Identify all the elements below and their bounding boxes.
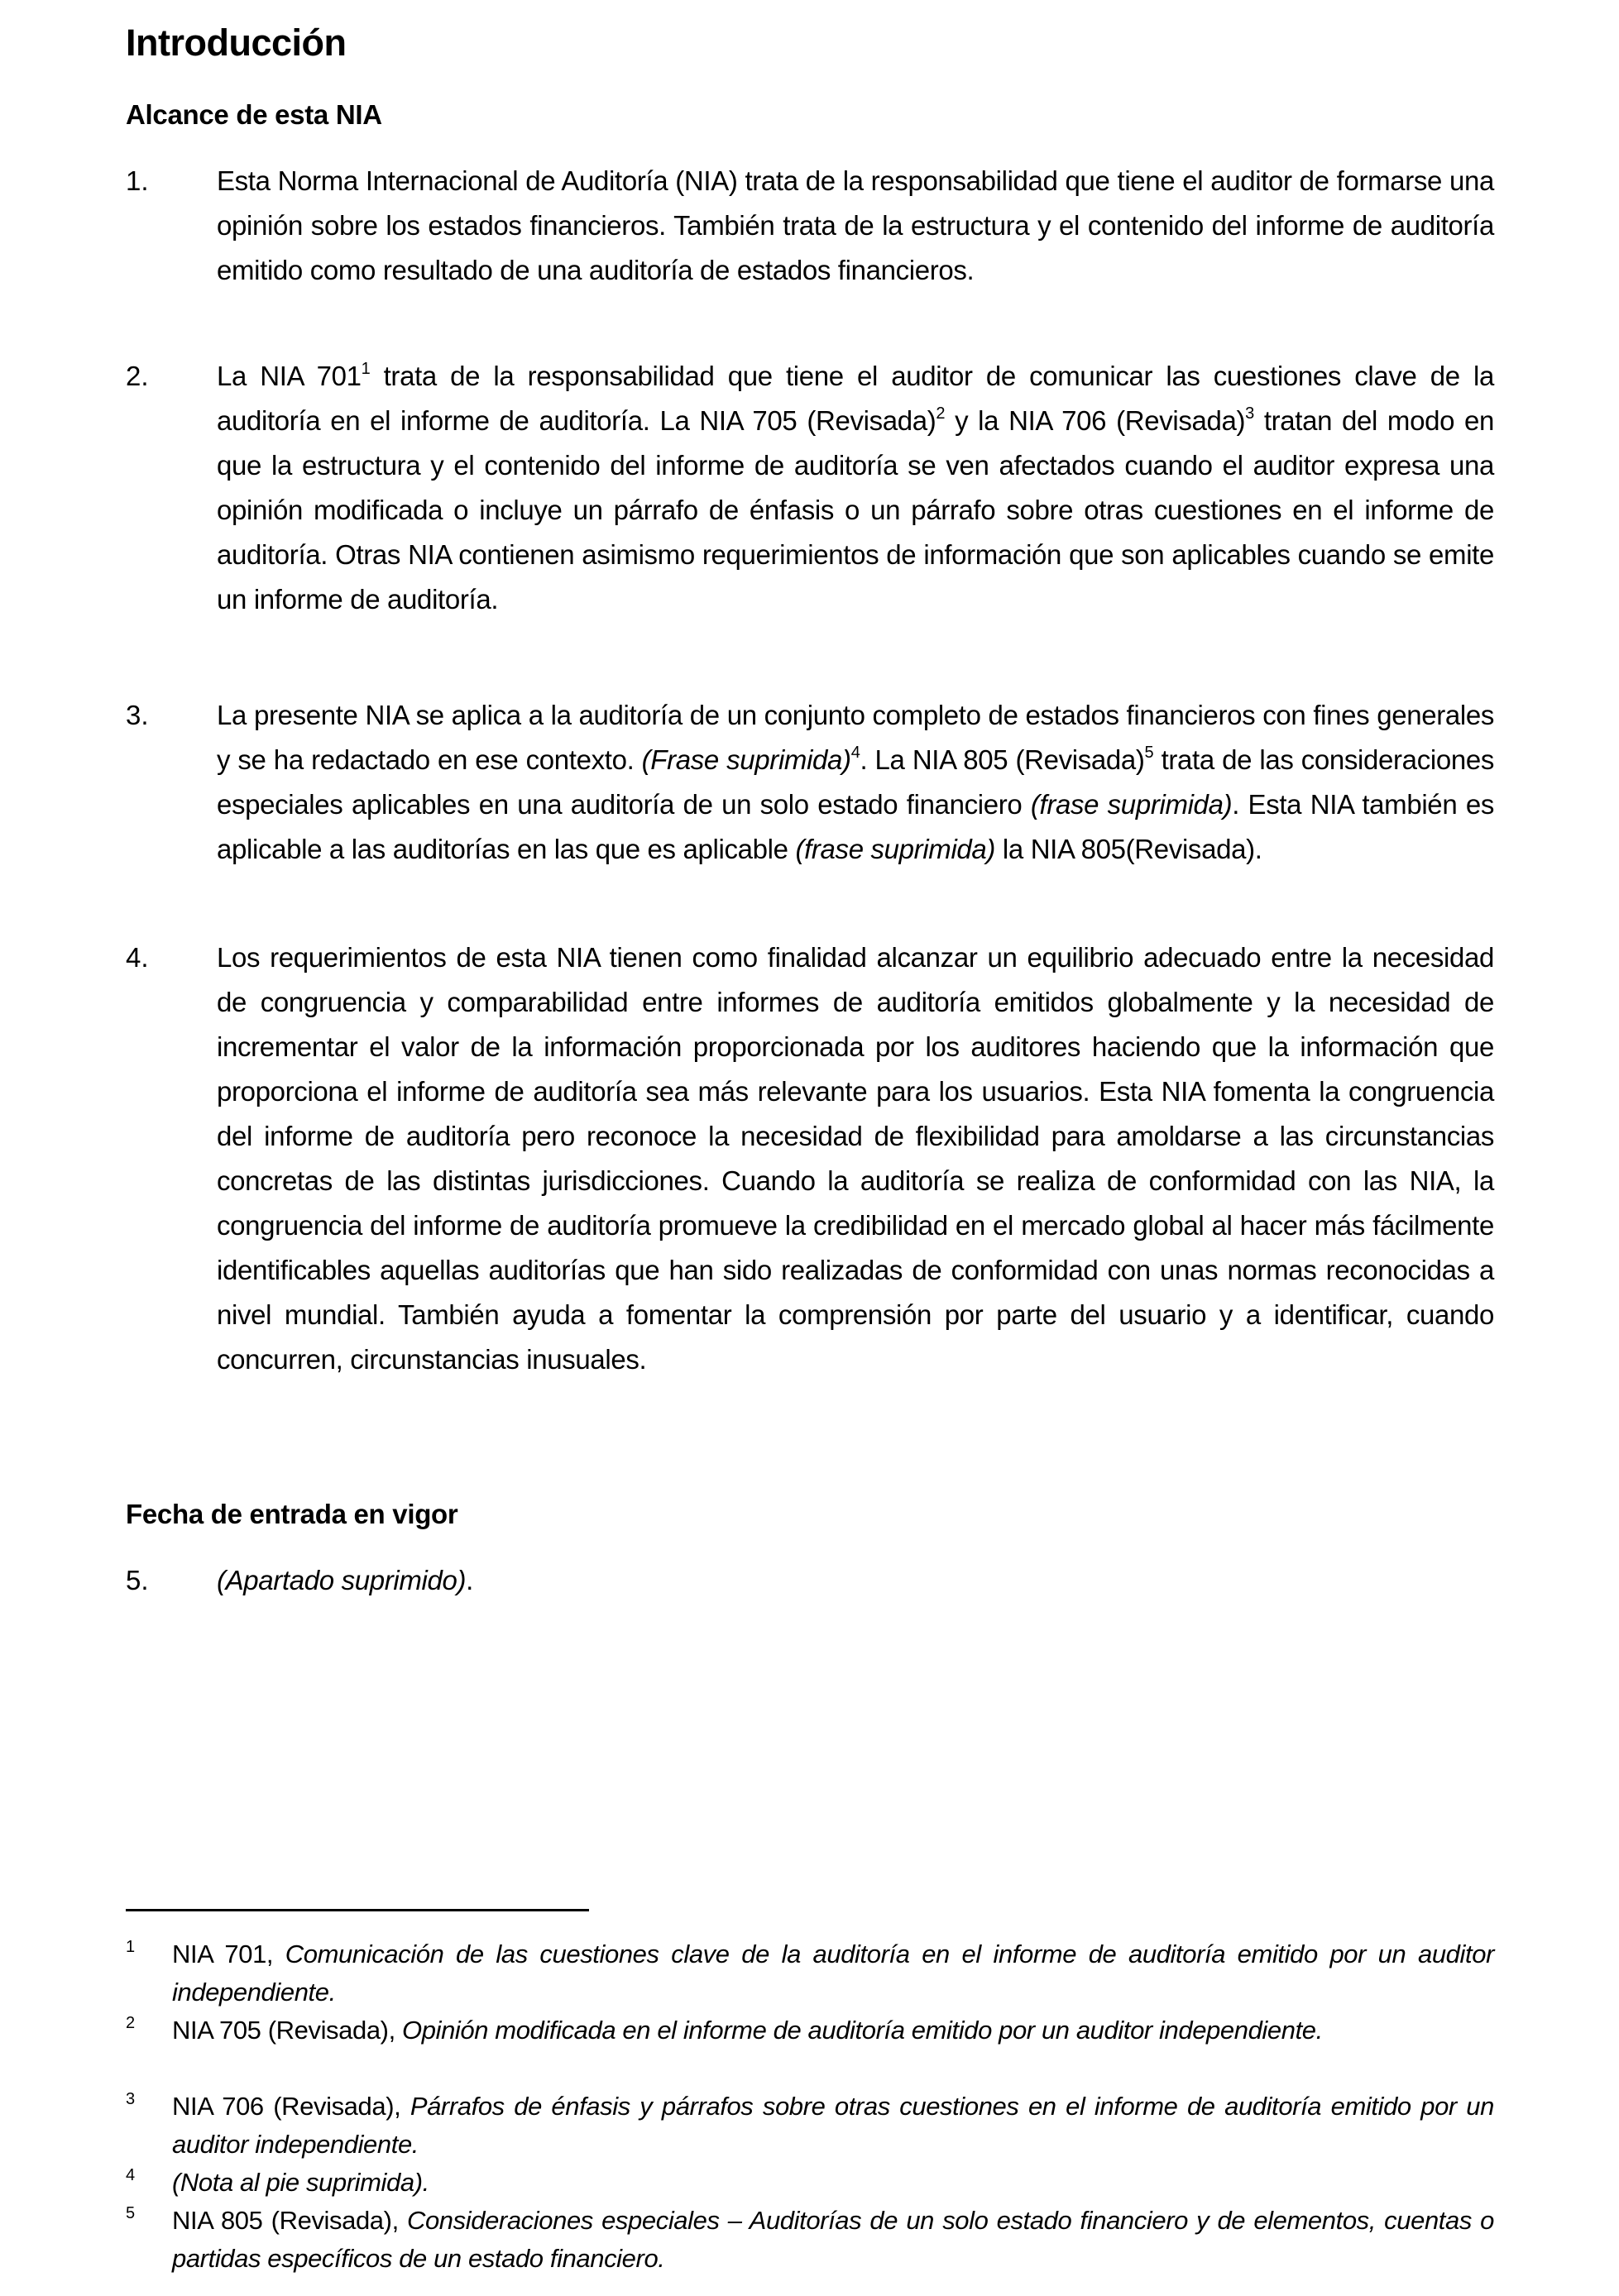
footnote-mark: 1 xyxy=(126,1938,136,1956)
footnote-reference: 3 xyxy=(1245,404,1254,423)
italic-text: (Nota al pie suprimida). xyxy=(172,2168,429,2197)
italic-text: Opinión modificada en el informe de auditoría emitido por un auditor independiente. xyxy=(402,2016,1323,2045)
footnote-2 xyxy=(126,2011,1494,2050)
footnote-4 xyxy=(126,2164,1494,2202)
footnote-3 xyxy=(126,2088,1494,2164)
italic-text: (Apartado suprimido) xyxy=(217,1565,467,1595)
footnote-text: NIA 701, Comunicación de las cuestiones clave de la auditoría en el informe de auditoría emitido por un auditor independiente. xyxy=(172,1940,1494,2007)
footnote-reference: 1 xyxy=(361,360,371,378)
footnote-mark: 4 xyxy=(126,2166,136,2184)
paragraph-text: Esta Norma Internacional de Auditoría (NIA) trata de la responsabilidad que tiene el auditor de formarse una opinión sobre los estados financieros. También trata de la estructura y el contenido del informe de auditoría emitido como resultado de una auditoría de estados financieros. xyxy=(217,165,1494,285)
paragraph-text: (Apartado suprimido). xyxy=(217,1565,473,1595)
paragraph-2 xyxy=(126,354,1494,622)
paragraph-3 xyxy=(126,693,1494,872)
paragraph-number: 1. xyxy=(126,165,149,196)
paragraph-number: 2. xyxy=(126,361,149,391)
page-title: Introducción xyxy=(126,22,347,64)
italic-text: Párrafos de énfasis y párrafos sobre otras cuestiones en el informe de auditoría emitido por un auditor independiente. xyxy=(172,2092,1494,2159)
italic-text: Consideraciones especiales – Auditorías de un solo estado financiero y de elementos, cuentas o partidas específicos de un estado financiero. xyxy=(172,2206,1494,2273)
footnote-mark: 2 xyxy=(126,2014,136,2032)
italic-text: (Frase suprimida) xyxy=(641,744,851,775)
footnote-1 xyxy=(126,1935,1494,2011)
footnote-text xyxy=(172,2164,1494,2202)
paragraph-5 xyxy=(126,1558,1494,1603)
paragraph-4 xyxy=(126,935,1494,1382)
italic-text: Comunicación de las cuestiones clave de la auditoría en el informe de auditoría emitido por un auditor independiente. xyxy=(172,1940,1494,2007)
section-heading-effective-date: Fecha de entrada en vigor xyxy=(126,1499,458,1529)
footnote-reference: 5 xyxy=(1144,744,1154,762)
footnote-text: NIA 706 (Revisada), Párrafos de énfasis y párrafos sobre otras cuestiones en el informe de auditoría emitido por un auditor independiente. xyxy=(172,2092,1494,2159)
paragraph-text: La NIA $701^1$ trata de la responsabilidad que tiene el auditor de comunicar las cuestiones clave de la auditoría en el informe de auditoría. La NIA 705 (Revisada)$^2$ y la NIA 706 (Revisada)$^3$ tratan del modo en que la estructura y el contenido del informe de auditoría se ven afectados cuando el auditor expresa una opinión modificada o incluye un párrafo de énfasis o un párrafo sobre otras cuestiones en el informe de auditoría. Otras NIA contienen asimismo requerimientos de información que son aplicables cuando se emite un informe de auditoría. xyxy=(217,360,1494,615)
footnote-reference: 2 xyxy=(936,404,946,423)
paragraph-number: 4. xyxy=(126,942,149,973)
footnote-text: NIA 705 (Revisada), Opinión modificada en el informe de auditoría emitido por un auditor independiente. xyxy=(172,2016,1323,2045)
footnote-divider xyxy=(126,1909,589,1911)
footnote-text: NIA 805 (Revisada), Consideraciones especiales – Auditorías de un solo estado financiero y de elementos, cuentas o partidas específicos de un estado financiero. xyxy=(172,2206,1494,2273)
footnote-mark: 5 xyxy=(126,2204,136,2222)
paragraph-number: 5. xyxy=(126,1565,149,1595)
footnote-reference: 4 xyxy=(850,744,860,762)
paragraph-number: 3. xyxy=(126,700,149,730)
paragraph-text: Los requerimientos de esta NIA tienen como finalidad alcanzar un equilibrio adecuado entre la necesidad de congruencia y comparabilidad entre informes de auditoría emitidos globalmente y la necesidad de incrementar el valor de la información proporcionada por los auditores haciendo que la información que proporciona el informe de auditoría sea más relevante para los usuarios. Esta NIA fomenta la congruencia del informe de auditoría pero reconoce la necesidad de flexibilidad para amoldarse a las circunstancias concretas de las distintas jurisdicciones. Cuando la auditoría se realiza de conformidad con las NIA, la congruencia del informe de auditoría promueve la credibilidad en el mercado global al hacer más fácilmente identificables aquellas auditorías que han sido realizadas de conformidad con unas normas reconocidas a nivel mundial. También ayuda a fomentar la comprensión por parte del usuario y a identificar, cuando concurren, circunstancias inusuales. xyxy=(217,942,1494,1375)
italic-text: (frase suprimida) xyxy=(795,834,996,864)
footnote-5 xyxy=(126,2202,1494,2278)
paragraph-text: La presente NIA se aplica a la auditoría de un conjunto completo de estados financieros con fines generales y se ha redactado en ese contexto. (Frase suprimida)$^4$. La NIA 805 (Revisada)$^5$ trata de las consideraciones especiales aplicables en una auditoría de un solo estado financiero (frase suprimida). Esta NIA también es aplicable a las auditorías en las que es aplicable (frase suprimida) la NIA 805(Revisada). xyxy=(217,700,1494,864)
section-heading-scope: Alcance de esta NIA xyxy=(126,99,382,130)
footnote-mark: 3 xyxy=(126,2090,136,2108)
italic-text: (frase suprimida) xyxy=(1030,789,1233,820)
paragraph-1 xyxy=(126,159,1494,293)
